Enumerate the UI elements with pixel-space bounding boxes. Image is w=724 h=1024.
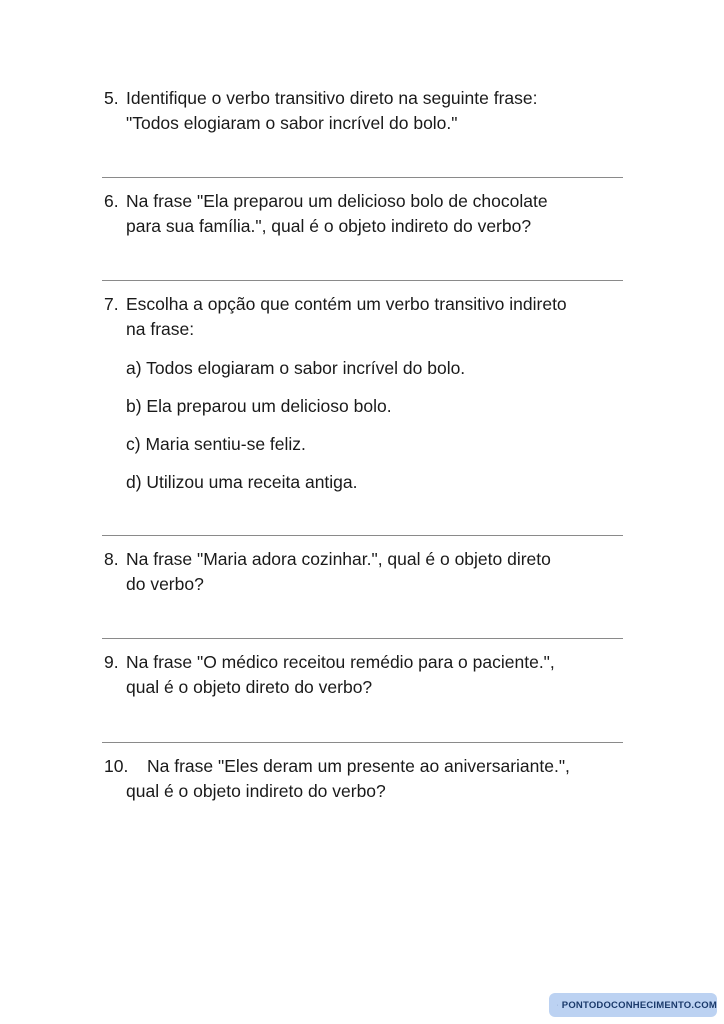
book-person-icon <box>557 998 558 1012</box>
question-text: Na frase "Eles deram um presente ao aniversariante.", <box>147 756 570 776</box>
question-text-continued: qual é o objeto indireto do verbo? <box>126 781 386 801</box>
question-number: 9. <box>104 652 119 672</box>
option-c: c) Maria sentiu-se feliz. <box>126 434 306 454</box>
question-9 <box>104 650 624 700</box>
answer-line <box>102 280 623 281</box>
answer-line <box>102 177 623 178</box>
question-text-continued: "Todos elogiaram o sabor incrível do bolo." <box>126 113 458 133</box>
question-10 <box>104 754 624 804</box>
question-text: Identifique o verbo transitivo direto na seguinte frase: <box>126 88 538 108</box>
option-d: d) Utilizou uma receita antiga. <box>126 472 358 492</box>
question-text-continued: qual é o objeto direto do verbo? <box>126 677 373 697</box>
question-text-continued: do verbo? <box>126 574 204 594</box>
option-a: a) Todos elogiaram o sabor incrível do bolo. <box>126 358 466 378</box>
site-badge[interactable] <box>549 993 717 1017</box>
site-label: PONTODOCONHECIMENTO.COM <box>561 999 717 1011</box>
question-5 <box>104 86 624 136</box>
answer-line <box>102 535 623 536</box>
question-text-continued: na frase: <box>126 319 195 339</box>
question-number: 6. <box>104 191 119 211</box>
question-number: 8. <box>104 549 119 569</box>
answer-line <box>102 638 623 639</box>
question-6 <box>104 189 624 239</box>
question-text: Na frase "Maria adora cozinhar.", qual é o objeto direto <box>126 549 551 569</box>
question-7 <box>104 292 624 342</box>
question-number: 7. <box>104 294 119 314</box>
question-text: Na frase "Ela preparou um delicioso bolo de chocolate <box>126 191 548 211</box>
question-text: Na frase "O médico receitou remédio para o paciente.", <box>126 652 555 672</box>
question-8 <box>104 547 624 597</box>
question-number: 10. <box>104 756 129 776</box>
option-b: b) Ela preparou um delicioso bolo. <box>126 396 392 416</box>
question-number: 5. <box>104 88 119 108</box>
answer-line <box>102 742 623 743</box>
question-text-continued: para sua família.", qual é o objeto indireto do verbo? <box>126 216 532 236</box>
question-text: Escolha a opção que contém um verbo transitivo indireto <box>126 294 567 314</box>
